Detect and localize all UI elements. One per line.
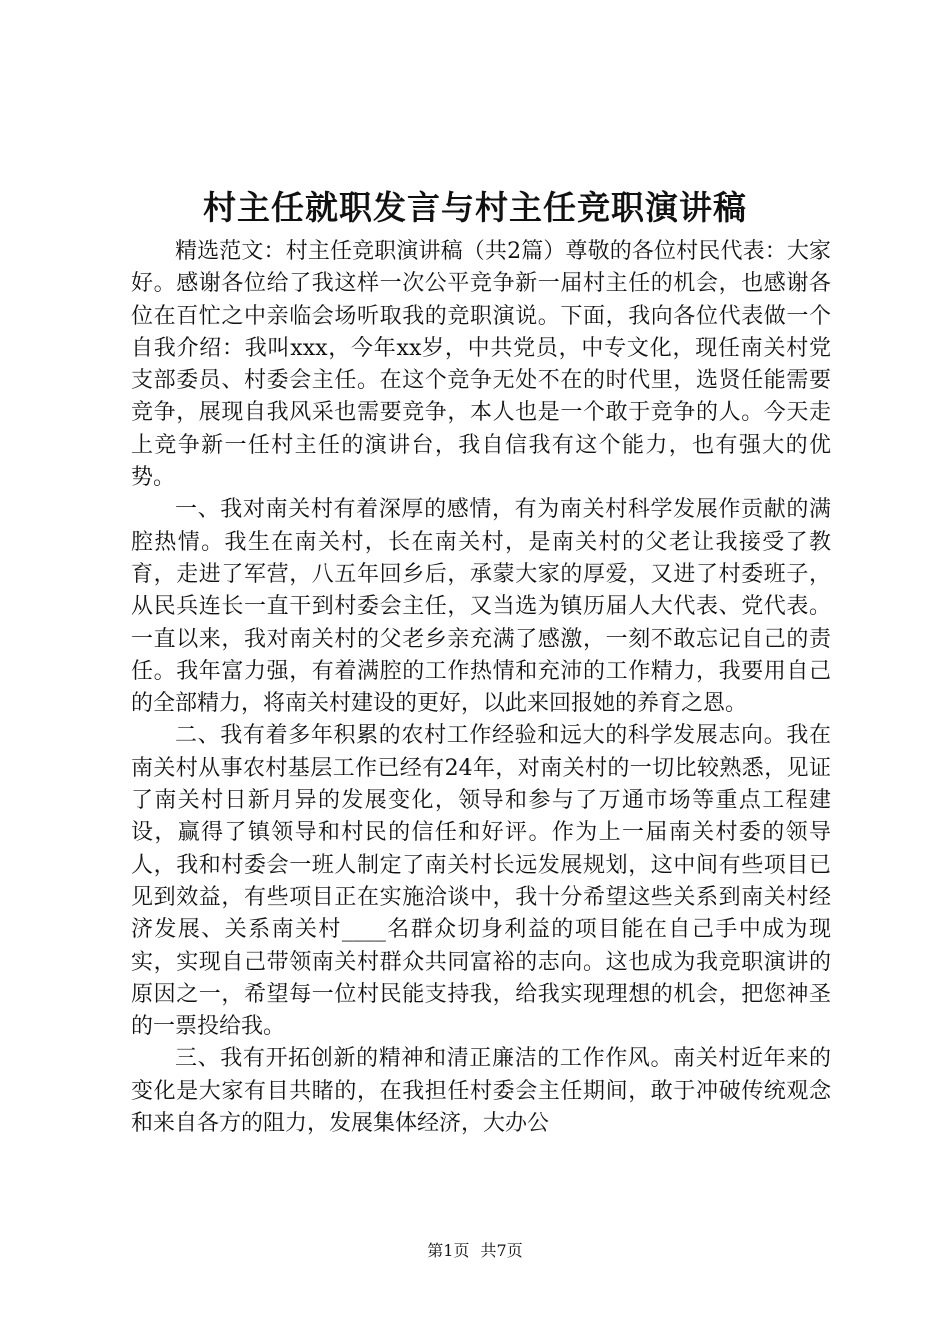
paragraph-three: 三、我有开拓创新的精神和清正廉洁的工作作风。南关村近年来的变化是大家有目共睹的，在我担任村委会主任期间，敢于冲破传统观念和来自各方的阻力，发展集体经济，大办公 bbox=[131, 1046, 831, 1137]
document-title: 村主任就职发言与村主任竞职演讲稿 bbox=[203, 188, 747, 227]
paragraph-one: 一、我对南关村有着深厚的感情，有为南关村科学发展作贡献的满腔热情。我生在南关村，长在南关村，是南关村的父老让我接受了教育，走进了军营，八五年回乡后，承蒙大家的厚爱，又进了村委班子，从民兵连长一直干到村委会主任，又当选为镇历届人大代表、党代表。一直以来，我对南关村的父老乡亲充满了感激，一刻不敢忘记自己的责任。我年富力强，有着满腔的工作热情和充沛的工作精力，我要用自己的全部精力，将南关村建设的更好，以此来回报她的养育之恩。 bbox=[131, 497, 831, 717]
page-total: 共7页 bbox=[480, 1241, 523, 1260]
document-body bbox=[131, 236, 831, 1140]
page-number: 第1页 bbox=[427, 1241, 470, 1260]
page-footer bbox=[0, 1240, 950, 1262]
paragraph-intro: 精选范文：村主任竞职演讲稿（共2篇）尊敬的各位村民代表：大家好。感谢各位给了我这样一次公平竞争新一届村主任的机会，也感谢各位在百忙之中亲临会场听取我的竞职演说。下面，我向各位代表做一个自我介绍：我叫xxx，今年xx岁，中共党员，中专文化，现任南关村党支部委员、村委会主任。在这个竞争无处不在的时代里，选贤任能需要竞争，展现自我风采也需要竞争，本人也是一个敢于竞争的人。今天走上竞争新一任村主任的演讲台，我自信我有这个能力，也有强大的优势。 bbox=[131, 239, 831, 491]
paragraph-two: 二、我有着多年积累的农村工作经验和远大的科学发展志向。我在南关村从事农村基层工作已经有24年，对南关村的一切比较熟悉，见证了南关村日新月异的发展变化，领导和参与了万通市场等重点工程建设，赢得了镇领导和村民的信任和好评。作为上一届南关村委的领导人，我和村委会一班人制定了南关村长远发展规划，这中间有些项目已见到效益，有些项目正在实施洽谈中，我十分希望这些关系到南关村经济发展、关系南关村____名群众切身利益的项目能在自己手中成为现实，实现自己带领南关村群众共同富裕的志向。这也成为我竞职演讲的原因之一，希望每一位村民能支持我，给我实现理想的机会，把您神圣的一票投给我。 bbox=[131, 723, 831, 1040]
